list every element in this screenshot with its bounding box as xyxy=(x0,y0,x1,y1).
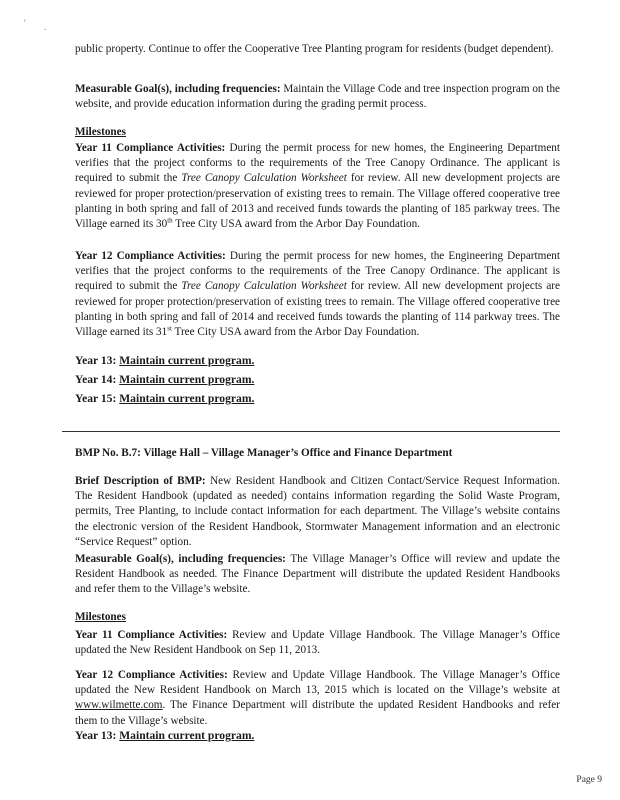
year14-line xyxy=(75,373,254,386)
year14-label: Year 14: xyxy=(75,373,117,386)
year13-label-2: Year 13: xyxy=(75,729,117,742)
year12-text-a: During the permit process for new homes, the Engineering Department verifies that the project conforms to the requirements of the Tree Canopy Ordinance. The applicant is required to submit the xyxy=(75,250,560,293)
bmp-title: BMP No. B.7: Village Hall – Village Manager’s Office and Finance Department xyxy=(75,447,453,459)
year12-sup: st xyxy=(167,324,172,333)
section-divider xyxy=(62,431,560,432)
brief-description-paragraph xyxy=(75,474,560,550)
year11-text-c: Tree City USA award from the Arbor Day Foundation. xyxy=(175,218,421,231)
year11-text-b: for review. All new development projects are reviewed for proper protection/preservation of existing trees to remain. The Village offered cooperative tree planting in both spring and fall of 2013 and received funds towards the planting of 185 parkway trees. The Village earned its 30 xyxy=(75,172,560,231)
year12-text-b-2: . The Finance Department will distribute the updated Resident Handbooks and refer them to the Village’s website. xyxy=(75,699,560,727)
year12-text-b: for review. All new development projects are reviewed for proper protection/preservation of existing trees to remain. The Village offered cooperative tree planting in both spring and fall of 2014 and received funds towards the planting of 114 parkway trees. The Village earned its 31 xyxy=(75,280,560,339)
brief-text: New Resident Handbook and Citizen Contact/Service Request Information. The Resident Handbook (updated as needed) contains information regarding the Solid Waste Program, permits, Tree Planting, to include contact information for each department. The Village’s website contains the electronic version of the Resident Handbook, Stormwater Management information and an electronic “Service Request” option. xyxy=(75,475,561,548)
scan-mark: . xyxy=(44,22,47,32)
year12-text-a-2: Review and Update Village Handbook. The Village Manager’s Office updated the New Resident Handbook on March 13, 2015 which is located on the Village’s website at xyxy=(75,669,560,697)
goals-label-2: Measurable Goal(s), including frequencies: xyxy=(75,553,286,565)
year11-label: Year 11 Compliance Activities: xyxy=(75,142,226,154)
year15-value: Maintain current program. xyxy=(119,392,255,405)
goals-text: Maintain the Village Code and tree inspection program on the website, and provide education information during the grading permit process. xyxy=(75,83,561,111)
year13-line xyxy=(75,354,254,367)
brief-label: Brief Description of BMP: xyxy=(75,475,206,487)
year12-paragraph xyxy=(75,249,560,340)
year11-worksheet: Tree Canopy Calculation Worksheet xyxy=(181,172,347,185)
year11-text-2: Review and Update Village Handbook. The Village Manager’s Office updated the New Resident Handbook on Sep 11, 2013. xyxy=(75,629,561,657)
year15-line xyxy=(75,392,254,405)
year15-label: Year 15: xyxy=(75,392,117,405)
year13-value: Maintain current program. xyxy=(119,354,255,367)
year13-line-2 xyxy=(75,729,254,742)
year12-worksheet: Tree Canopy Calculation Worksheet xyxy=(181,280,347,293)
year14-value: Maintain current program. xyxy=(119,373,255,386)
year11-text-a: During the permit process for new homes, the Engineering Department verifies that the project conforms to the requirements of the Tree Canopy Ordinance. The applicant is required to submit the xyxy=(75,142,561,185)
year12-label-2: Year 12 Compliance Activities: xyxy=(75,669,228,681)
scan-mark: ' xyxy=(24,18,26,28)
intro-paragraph: public property. Continue to offer the Cooperative Tree Planting program for residents (budget dependent). xyxy=(75,43,554,55)
measurable-goals-paragraph-2 xyxy=(75,552,560,598)
goals-label: Measurable Goal(s), including frequencies: xyxy=(75,83,281,95)
year11-paragraph xyxy=(75,141,560,232)
year12-text-c: Tree City USA award from the Arbor Day Foundation. xyxy=(174,326,420,339)
year13-label: Year 13: xyxy=(75,354,117,367)
year11-label-2: Year 11 Compliance Activities: xyxy=(75,629,228,641)
page-number: Page 9 xyxy=(576,775,602,785)
milestones-heading: Milestones xyxy=(75,126,126,138)
goals-text-2: The Village Manager’s Office will review and update the Resident Handbook as needed. The Finance Department will distribute the updated Resident Handbooks and refer them to the Village’s website. xyxy=(75,553,560,596)
year12-paragraph-2 xyxy=(75,668,560,729)
year11-paragraph-2 xyxy=(75,628,560,658)
website-link[interactable]: www.wilmette.com xyxy=(75,699,163,712)
measurable-goals-paragraph xyxy=(75,82,560,112)
year13-value-2: Maintain current program. xyxy=(119,729,255,742)
milestones-heading-2: Milestones xyxy=(75,611,126,623)
year12-label: Year 12 Compliance Activities: xyxy=(75,250,226,262)
year11-sup: th xyxy=(167,216,173,225)
